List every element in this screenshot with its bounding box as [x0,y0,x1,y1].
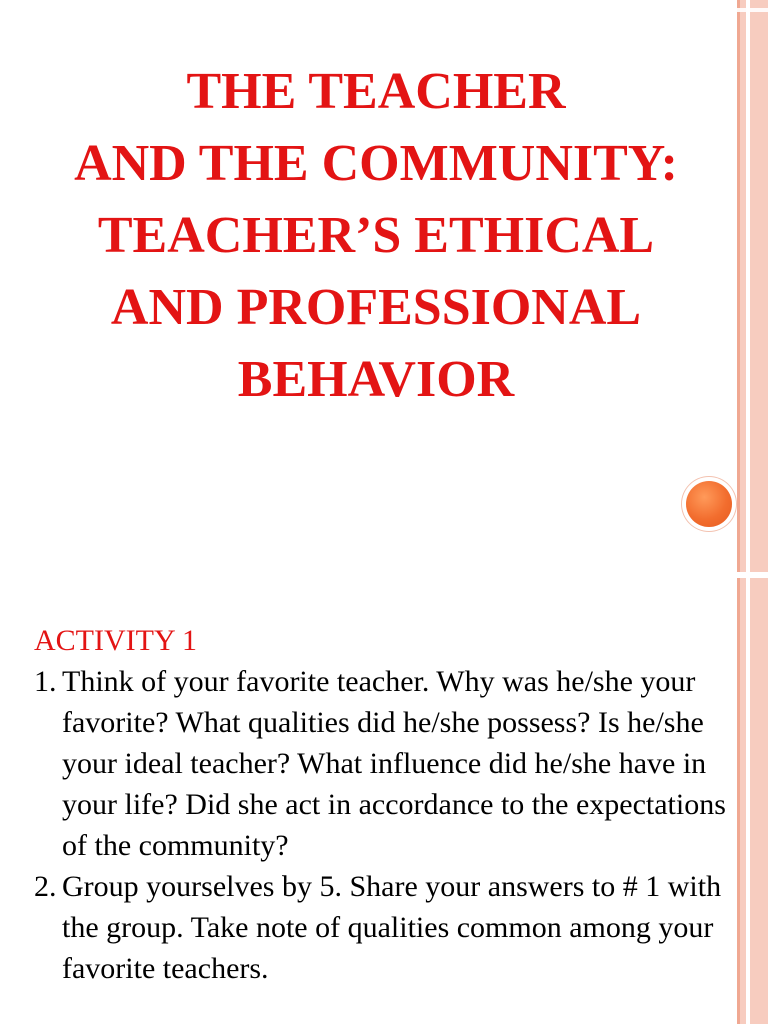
rail-top-line [737,8,768,12]
slide-title [20,56,732,416]
activity-section [34,620,734,989]
title-line-3: TEACHER’S ETHICAL [97,207,655,264]
list-item-number: 1. [34,665,57,698]
list-item [34,866,734,989]
activity-heading: ACTIVITY 1 [34,624,198,657]
rail-divider [737,572,768,578]
title-line-4: AND PROFESSIONAL [110,279,642,336]
title-line-1: THE TEACHER [186,63,566,120]
list-item [34,661,734,866]
list-item-text: Group yourselves by 5. Share your answers to # 1 with the group. Take note of qualities common among your favorite teachers. [62,870,722,985]
title-line-5: BEHAVIOR [237,351,515,408]
list-item-number: 2. [34,870,57,903]
list-item-text: Think of your favorite teacher. Why was he/she your favorite? What qualities did he/she possess? Is he/she your ideal teacher? What influence did he/she have in your life? Did she act in accordance to the expectations of the community? [62,665,726,862]
decorative-side-rail [737,0,768,1024]
orange-circle-icon [686,481,732,527]
title-line-2: AND THE COMMUNITY: [74,135,678,192]
rail-stripe [746,0,750,1024]
